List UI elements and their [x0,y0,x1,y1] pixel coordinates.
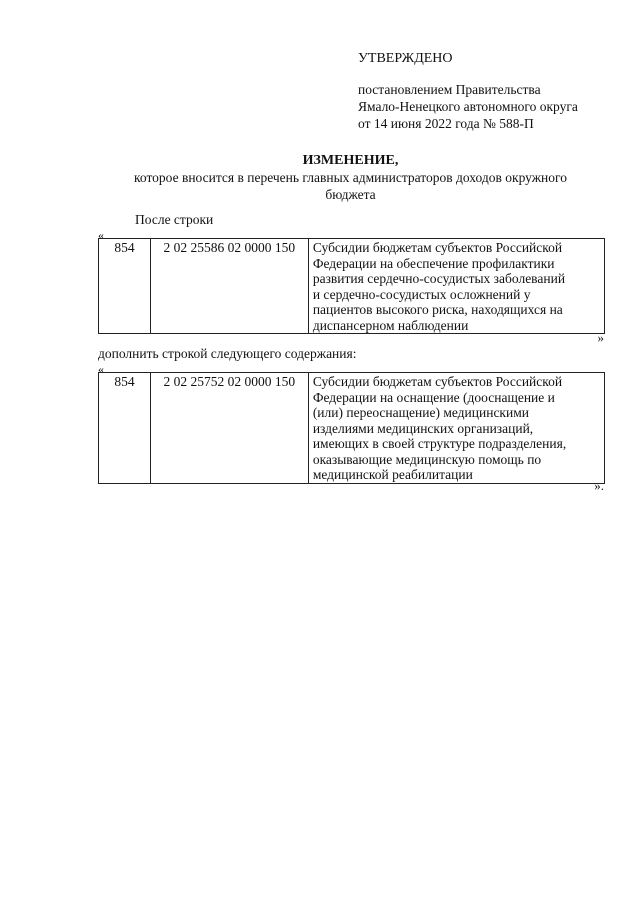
table-row [99,239,605,334]
admin-code-cell: 854 [99,239,151,334]
description-line: и сердечно-сосудистых осложнений у [312,286,531,302]
description-cell [308,239,604,334]
existing-row-table [98,238,605,334]
approval-line-2: Ямало-Ненецкого автономного округа [358,99,578,114]
approval-line-3: от 14 июня 2022 года № 588-П [358,116,534,131]
description-line: оказывающие медицинскую помощь по [312,451,542,467]
closing-quote-1: » [597,330,604,345]
opening-quote-2: « [98,362,104,376]
description-line: имеющих в своей структуре подразделения, [312,436,567,451]
description-line: медицинской реабилитации [312,467,473,482]
description-line: (или) переоснащение) медицинскими [312,405,529,420]
add-row-text: дополнить строкой следующего содержания: [98,346,357,361]
income-code-cell: 2 02 25586 02 0000 150 [150,239,308,334]
opening-quote-1: « [98,228,104,242]
description-line: Федерации на обеспечение профилактики [312,255,555,271]
document-title [98,152,603,203]
approval-line-1: постановлением Правительства [358,82,541,97]
approval-stamp [358,50,628,132]
admin-code-cell: 854 [99,373,151,484]
description-line: Федерации на оснащение (дооснащение и [312,389,555,405]
title-subtitle-line-2: бюджета [325,187,376,202]
description-line: диспансерном наблюдении [312,317,469,333]
title-subtitle-line-1: которое вносится в перечень главных администраторов доходов окружного [134,170,567,185]
table-row [99,373,605,484]
description-line: развития сердечно-сосудистых заболеваний [312,271,566,286]
title-heading: ИЗМЕНЕНИЕ, [302,153,399,168]
income-code-cell: 2 02 25752 02 0000 150 [150,373,308,484]
description-line: пациентов высокого риска, находящихся на [312,302,563,317]
description-cell [308,373,604,484]
description-line: изделиями медицинских организаций, [312,420,534,436]
approval-header: УТВЕРЖДЕНО [358,51,453,66]
description-line: Субсидии бюджетам субъектов Российской [312,374,563,389]
new-row-table [98,372,605,484]
closing-quote-2: ». [594,478,604,493]
intro-text: После строки [135,212,214,227]
description-line: Субсидии бюджетам субъектов Российской [312,240,563,255]
